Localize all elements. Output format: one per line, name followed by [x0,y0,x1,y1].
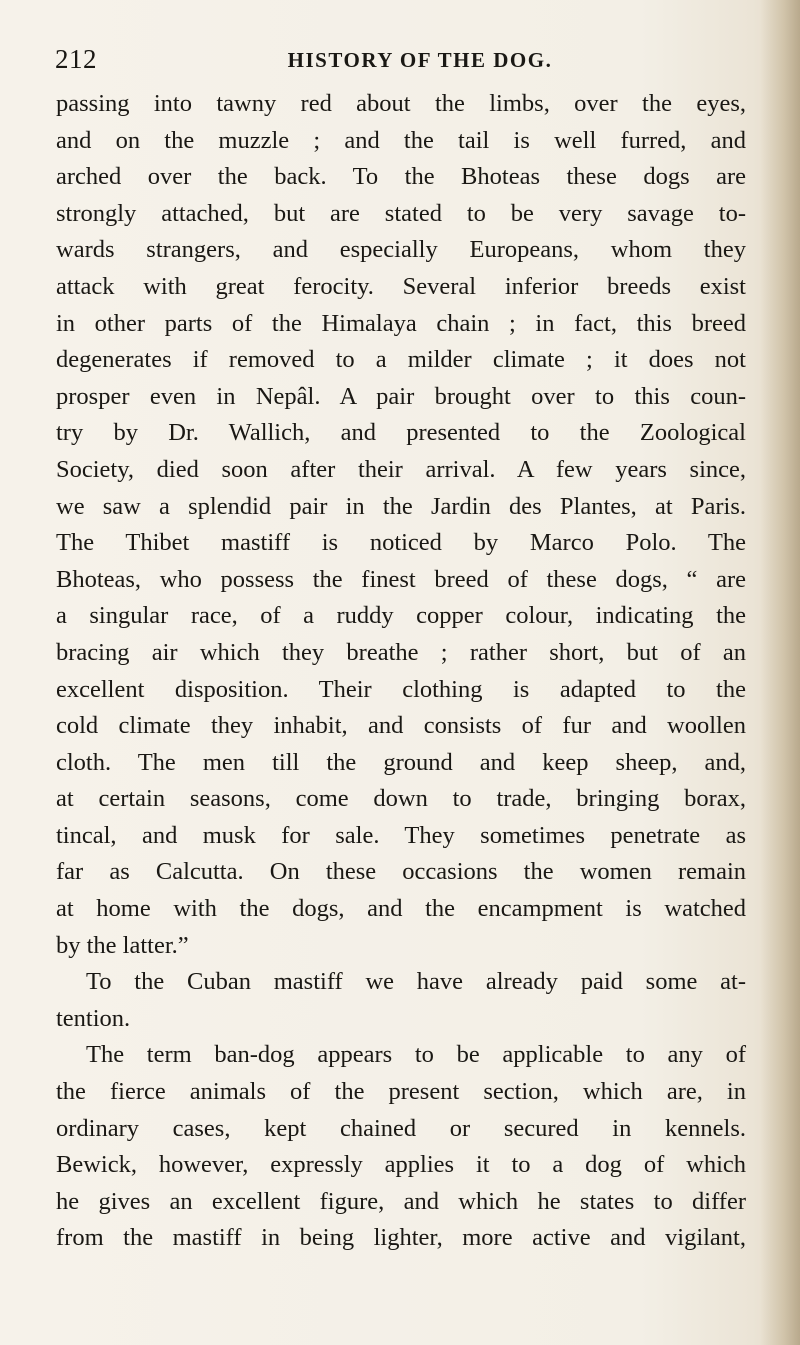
text-line: he gives an excellent figure, and which he states to differ [56,1187,746,1215]
page-header [55,44,750,88]
text-line: tincal, and musk for sale. They sometimes penetrate as [56,821,746,849]
text-line: Bewick, however, expressly applies it to a dog of which [56,1151,746,1179]
text-line: wards strangers, and especially Europeans, whom they [56,236,746,264]
text-line: a singular race, of a ruddy copper colour, indicating the [56,602,746,630]
text-line: bracing air which they breathe ; rather short, but of an [56,638,746,666]
text-line: the fierce animals of the present section, which are, in [56,1078,746,1106]
text-line: by the latter.” [56,931,189,959]
text-line: cold climate they inhabit, and consists of fur and woollen [56,712,746,740]
text-line: and on the muzzle ; and the tail is well furred, and [56,126,746,154]
text-line: in other parts of the Himalaya chain ; in fact, this breed [56,309,746,337]
text-line: The term ban-dog appears to be applicable to any of [86,1041,746,1069]
text-line: excellent disposition. Their clothing is adapted to the [56,675,746,703]
text-line: The Thibet mastiff is noticed by Marco Polo. The [56,529,746,557]
text-line: passing into tawny red about the limbs, over the eyes, [56,90,746,117]
text-line: strongly attached, but are stated to be very savage to- [56,199,746,227]
text-line: Bhoteas, who possess the finest breed of these dogs, “ are [56,565,746,593]
text-line: try by Dr. Wallich, and presented to the Zoological [56,419,746,447]
text-line: at home with the dogs, and the encampment is watched [56,895,746,923]
running-head: HISTORY OF THE DOG. [287,48,553,72]
body-text [56,86,746,1257]
text-line: prosper even in Nepâl. A pair brought over to this coun- [56,382,746,410]
text-line: cloth. The men till the ground and keep sheep, and, [56,748,746,776]
text-line: far as Calcutta. On these occasions the women remain [56,858,746,886]
text-line: we saw a splendid pair in the Jardin des Plantes, at Paris. [56,492,746,520]
text-line: degenerates if removed to a milder climate ; it does not [56,346,746,374]
page-number: 212 [55,44,97,74]
text-line: from the mastiff in being lighter, more active and vigilant, [56,1224,746,1252]
text-line: attack with great ferocity. Several inferior breeds exist [56,272,746,300]
text-line: To the Cuban mastiff we have already paid some at- [86,968,746,996]
text-line: tention. [56,1004,131,1032]
text-line: Society, died soon after their arrival. A few years since, [56,455,746,483]
text-line: ordinary cases, kept chained or secured in kennels. [56,1114,746,1142]
text-line: at certain seasons, come down to trade, bringing borax, [56,785,746,813]
page-edge-shadow [760,0,800,1345]
text-line: arched over the back. To the Bhoteas these dogs are [56,163,746,191]
